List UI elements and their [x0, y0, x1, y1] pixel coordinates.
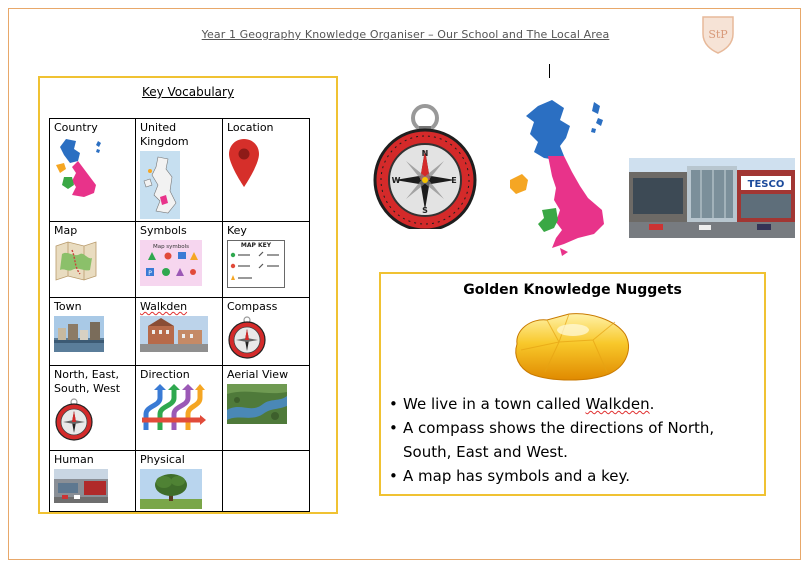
key-vocabulary-box	[38, 76, 338, 514]
vocab-cell-north-east-south-west	[50, 366, 136, 451]
map-symbols-icon	[140, 240, 202, 286]
vocab-cell-symbols	[136, 222, 223, 298]
vocab-cell-aerial-view	[223, 366, 310, 451]
vocab-cell-united-kingdom	[136, 119, 223, 222]
crest-initials: StP	[708, 28, 728, 41]
vocab-label: Aerial View	[227, 368, 289, 381]
vocab-label: Human	[54, 453, 94, 466]
gold-nugget-icon	[507, 310, 635, 384]
compass-icon	[227, 316, 267, 360]
map-key-title: MAP KEY	[240, 242, 272, 249]
fact-walkden: • We live in a town called Walkden.	[389, 392, 759, 416]
vocab-cell-key	[223, 222, 310, 298]
town-photo-icon	[54, 316, 104, 352]
compass-letter-s: S	[422, 206, 428, 215]
school-crest-icon	[700, 14, 736, 54]
vocab-cell-direction	[136, 366, 223, 451]
vocab-label: Direction	[140, 368, 190, 381]
vocab-label: Compass	[227, 300, 278, 313]
vocab-label: Country	[54, 121, 98, 134]
paper-map-icon	[54, 240, 98, 282]
text-cursor	[549, 64, 550, 78]
supermarket-photo	[629, 158, 795, 238]
vocab-label: United Kingdom	[140, 121, 189, 148]
vocab-cell-empty	[223, 451, 310, 512]
golden-nuggets-list	[389, 392, 759, 488]
compass-image	[370, 104, 480, 229]
vocab-label: Town	[54, 300, 82, 313]
uk-map-icon	[140, 151, 180, 219]
compass-letter-w: W	[391, 176, 401, 185]
golden-nuggets-box	[379, 272, 766, 496]
vocab-cell-physical	[136, 451, 223, 512]
uk-countries-map-icon	[54, 137, 104, 203]
vocab-cell-walkden	[136, 298, 223, 366]
vocab-cell-country	[50, 119, 136, 222]
fact-compass: • A compass shows the directions of North, South, East and West.	[389, 416, 759, 464]
golden-nuggets-heading: Golden Knowledge Nuggets	[463, 282, 682, 298]
location-pin-icon	[227, 137, 261, 189]
document-title: Year 1 Geography Knowledge Organiser – Our School and The Local Area	[201, 28, 610, 41]
vocab-label: Key	[227, 224, 247, 237]
uk-map-image	[508, 98, 612, 262]
vocab-label: Physical	[140, 453, 185, 466]
direction-arrows-icon	[140, 384, 206, 430]
shop-photo-icon	[54, 469, 108, 503]
vocab-cell-compass	[223, 298, 310, 366]
aerial-photo-icon	[227, 384, 287, 424]
map-symbols-title: Map symbols	[152, 244, 190, 250]
vocab-cell-map	[50, 222, 136, 298]
compass-icon	[54, 398, 94, 442]
vocab-cell-human	[50, 451, 136, 512]
store-sign: TESCO	[747, 179, 785, 190]
key-vocabulary-heading: Key Vocabulary	[141, 85, 235, 99]
svg-text:P: P	[148, 270, 152, 277]
fact-map: • A map has symbols and a key.	[389, 464, 759, 488]
vocab-label: Walkden	[140, 300, 188, 313]
vocab-label: North, East, South, West	[54, 368, 121, 395]
compass-letter-e: E	[451, 176, 457, 185]
vocab-label: Map	[54, 224, 78, 237]
tree-photo-icon	[140, 469, 202, 509]
vocab-cell-location	[223, 119, 310, 222]
vocab-label: Location	[227, 121, 274, 134]
vocabulary-table	[49, 118, 310, 512]
vocab-label: Symbols	[140, 224, 187, 237]
vocab-cell-town	[50, 298, 136, 366]
map-key-icon	[227, 240, 285, 288]
compass-letter-n: N	[421, 149, 429, 158]
walkden-photo-icon	[140, 316, 208, 352]
